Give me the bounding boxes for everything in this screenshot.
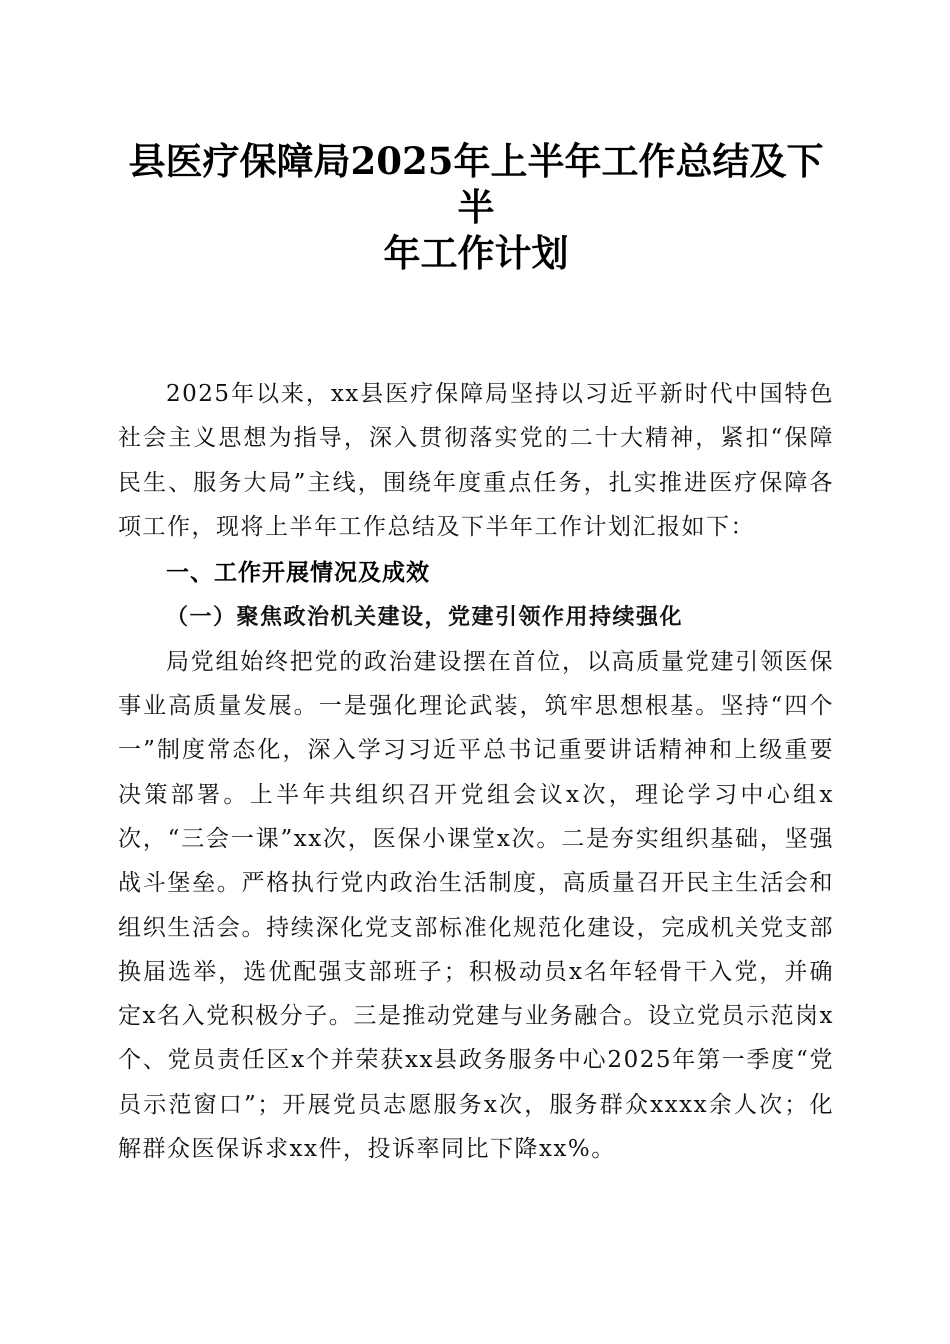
subsection-heading: （一）聚焦政治机关建设，党建引领作用持续强化	[166, 604, 684, 631]
subsection-paragraph: 局党组始终把党的政治建设摆在首位，以高质量党建引领医保事业高质量发展。一是强化理论武装，筑牢思想根基。坚持“四个一”制度常态化，深入学习习近平总书记重要讲话精神和上级重要决策部署。上半年共组织召开党组会议x次，理论学习中心组x次，“三会一课”xx次，医保小课堂x次。二是夯实组织基础，坚强战斗堡垒。严格执行党内政治生活制度，高质量召开民主生活会和组织生活会。持续深化党支部标准化规范化建设，完成机关党支部换届选举，选优配强支部班子；积极动员x名年轻骨干入党，并确定x名入党积极分子。三是推动党建与业务融合。设立党员示范岗x个、党员责任区x个并荣获xx县政务服务中心2025年第一季度“党员示范窗口”；开展党员志愿服务x次，服务群众xxxx余人次；化解群众医保诉求xx件，投诉率同比下降xx%。	[118, 648, 834, 1163]
document-page	[118, 138, 834, 1171]
document-title	[118, 138, 834, 276]
document-body	[118, 372, 834, 1171]
section-heading: 一、工作开展情况及成效	[166, 560, 430, 587]
document-title-line1: 县医疗保障局2025年上半年工作总结及下半	[128, 139, 824, 229]
document-title-line2: 年工作计划	[383, 231, 569, 275]
intro-paragraph: 2025年以来，xx县医疗保障局坚持以习近平新时代中国特色社会主义思想为指导，深入贯彻落实党的二十大精神，紧扣“保障民生、服务大局”主线，围绕年度重点任务，扎实推进医疗保障各项工作，现将上半年工作总结及下半年工作计划汇报如下：	[118, 381, 834, 540]
